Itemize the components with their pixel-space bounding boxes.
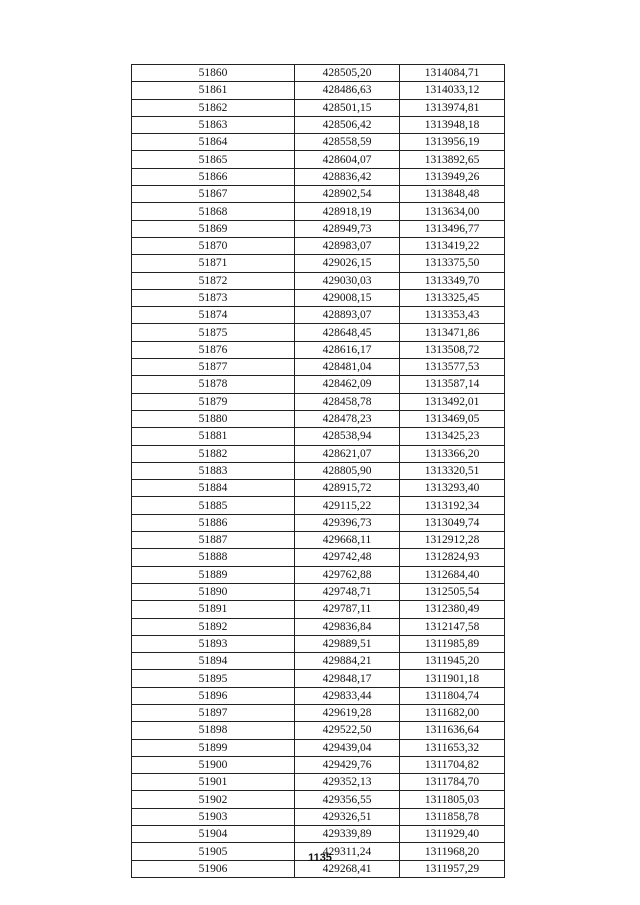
y-coordinate-cell: 1311804,74 <box>400 687 505 704</box>
point-number-cell: 51902 <box>132 791 295 808</box>
table-row <box>132 307 505 324</box>
y-coordinate-cell: 1311805,03 <box>400 791 505 808</box>
point-number-cell: 51888 <box>132 549 295 566</box>
y-coordinate-cell: 1311682,00 <box>400 704 505 721</box>
y-coordinate-cell: 1313469,05 <box>400 410 505 427</box>
y-coordinate-cell: 1313320,51 <box>400 462 505 479</box>
y-coordinate-cell: 1312824,93 <box>400 549 505 566</box>
point-number-cell: 51881 <box>132 428 295 445</box>
y-coordinate-cell: 1311653,32 <box>400 739 505 756</box>
x-coordinate-cell: 429748,71 <box>295 583 400 600</box>
y-coordinate-cell: 1311957,29 <box>400 860 505 877</box>
y-coordinate-cell: 1313587,14 <box>400 376 505 393</box>
point-number-cell: 51893 <box>132 635 295 652</box>
x-coordinate-cell: 428501,15 <box>295 99 400 116</box>
point-number-cell: 51861 <box>132 82 295 99</box>
point-number-cell: 51906 <box>132 860 295 877</box>
y-coordinate-cell: 1311968,20 <box>400 843 505 860</box>
x-coordinate-cell: 428616,17 <box>295 341 400 358</box>
table-row <box>132 791 505 808</box>
point-number-cell: 51875 <box>132 324 295 341</box>
point-number-cell: 51903 <box>132 808 295 825</box>
table-row <box>132 82 505 99</box>
x-coordinate-cell: 429429,76 <box>295 756 400 773</box>
y-coordinate-cell: 1311784,70 <box>400 774 505 791</box>
point-number-cell: 51882 <box>132 445 295 462</box>
point-number-cell: 51894 <box>132 653 295 670</box>
table-row <box>132 497 505 514</box>
y-coordinate-cell: 1313496,77 <box>400 220 505 237</box>
x-coordinate-cell: 428949,73 <box>295 220 400 237</box>
table-row <box>132 514 505 531</box>
point-number-cell: 51904 <box>132 826 295 843</box>
x-coordinate-cell: 428918,19 <box>295 203 400 220</box>
table-row <box>132 462 505 479</box>
x-coordinate-cell: 428902,54 <box>295 186 400 203</box>
table-row <box>132 670 505 687</box>
y-coordinate-cell: 1313425,23 <box>400 428 505 445</box>
page-number: 1135 <box>308 852 332 864</box>
point-number-cell: 51864 <box>132 134 295 151</box>
point-number-cell: 51862 <box>132 99 295 116</box>
x-coordinate-cell: 429848,17 <box>295 670 400 687</box>
table-row <box>132 272 505 289</box>
y-coordinate-cell: 1311945,20 <box>400 653 505 670</box>
table-row <box>132 376 505 393</box>
point-number-cell: 51872 <box>132 272 295 289</box>
table-row <box>132 237 505 254</box>
table-row <box>132 618 505 635</box>
table-row <box>132 324 505 341</box>
x-coordinate-cell: 428458,78 <box>295 393 400 410</box>
x-coordinate-cell: 428558,59 <box>295 134 400 151</box>
table-row <box>132 756 505 773</box>
point-number-cell: 51884 <box>132 480 295 497</box>
table-row <box>132 99 505 116</box>
table-row <box>132 687 505 704</box>
x-coordinate-cell: 429836,84 <box>295 618 400 635</box>
point-number-cell: 51865 <box>132 151 295 168</box>
point-number-cell: 51874 <box>132 307 295 324</box>
y-coordinate-cell: 1313948,18 <box>400 116 505 133</box>
y-coordinate-cell: 1313577,53 <box>400 359 505 376</box>
y-coordinate-cell: 1313892,65 <box>400 151 505 168</box>
table-row <box>132 808 505 825</box>
y-coordinate-cell: 1313293,40 <box>400 480 505 497</box>
coordinates-table-body <box>132 65 505 878</box>
x-coordinate-cell: 429619,28 <box>295 704 400 721</box>
coordinates-table <box>131 64 505 878</box>
y-coordinate-cell: 1312505,54 <box>400 583 505 600</box>
x-coordinate-cell: 428462,09 <box>295 376 400 393</box>
x-coordinate-cell: 428538,94 <box>295 428 400 445</box>
point-number-cell: 51897 <box>132 704 295 721</box>
point-number-cell: 51889 <box>132 566 295 583</box>
point-number-cell: 51892 <box>132 618 295 635</box>
table-row <box>132 566 505 583</box>
x-coordinate-cell: 428893,07 <box>295 307 400 324</box>
x-coordinate-cell: 429352,13 <box>295 774 400 791</box>
point-number-cell: 51900 <box>132 756 295 773</box>
y-coordinate-cell: 1311985,89 <box>400 635 505 652</box>
y-coordinate-cell: 1313508,72 <box>400 341 505 358</box>
table-row <box>132 289 505 306</box>
x-coordinate-cell: 428915,72 <box>295 480 400 497</box>
table-row <box>132 445 505 462</box>
y-coordinate-cell: 1312684,40 <box>400 566 505 583</box>
table-row <box>132 65 505 82</box>
table-row <box>132 255 505 272</box>
y-coordinate-cell: 1313419,22 <box>400 237 505 254</box>
x-coordinate-cell: 429396,73 <box>295 514 400 531</box>
y-coordinate-cell: 1311636,64 <box>400 722 505 739</box>
x-coordinate-cell: 429884,21 <box>295 653 400 670</box>
table-row <box>132 341 505 358</box>
point-number-cell: 51896 <box>132 687 295 704</box>
point-number-cell: 51905 <box>132 843 295 860</box>
point-number-cell: 51891 <box>132 601 295 618</box>
x-coordinate-cell: 428481,04 <box>295 359 400 376</box>
x-coordinate-cell: 429742,48 <box>295 549 400 566</box>
y-coordinate-cell: 1311858,78 <box>400 808 505 825</box>
point-number-cell: 51886 <box>132 514 295 531</box>
point-number-cell: 51867 <box>132 186 295 203</box>
y-coordinate-cell: 1313049,74 <box>400 514 505 531</box>
y-coordinate-cell: 1313974,81 <box>400 99 505 116</box>
y-coordinate-cell: 1314033,12 <box>400 82 505 99</box>
y-coordinate-cell: 1313471,86 <box>400 324 505 341</box>
y-coordinate-cell: 1311704,82 <box>400 756 505 773</box>
x-coordinate-cell: 429439,04 <box>295 739 400 756</box>
point-number-cell: 51898 <box>132 722 295 739</box>
point-number-cell: 51868 <box>132 203 295 220</box>
table-row <box>132 739 505 756</box>
table-row <box>132 359 505 376</box>
point-number-cell: 51871 <box>132 255 295 272</box>
y-coordinate-cell: 1314084,71 <box>400 65 505 82</box>
y-coordinate-cell: 1313375,50 <box>400 255 505 272</box>
x-coordinate-cell: 429787,11 <box>295 601 400 618</box>
x-coordinate-cell: 428505,20 <box>295 65 400 82</box>
x-coordinate-cell: 429356,55 <box>295 791 400 808</box>
x-coordinate-cell: 429326,51 <box>295 808 400 825</box>
x-coordinate-cell: 428983,07 <box>295 237 400 254</box>
table-row <box>132 583 505 600</box>
table-row <box>132 774 505 791</box>
table-row <box>132 116 505 133</box>
table-row <box>132 393 505 410</box>
y-coordinate-cell: 1313492,01 <box>400 393 505 410</box>
x-coordinate-cell: 429833,44 <box>295 687 400 704</box>
x-coordinate-cell: 428621,07 <box>295 445 400 462</box>
table-row <box>132 186 505 203</box>
y-coordinate-cell: 1313353,43 <box>400 307 505 324</box>
x-coordinate-cell: 429668,11 <box>295 532 400 549</box>
point-number-cell: 51860 <box>132 65 295 82</box>
point-number-cell: 51863 <box>132 116 295 133</box>
table-row <box>132 601 505 618</box>
x-coordinate-cell: 428805,90 <box>295 462 400 479</box>
table-row <box>132 653 505 670</box>
table-row <box>132 134 505 151</box>
point-number-cell: 51878 <box>132 376 295 393</box>
point-number-cell: 51887 <box>132 532 295 549</box>
x-coordinate-cell: 429522,50 <box>295 722 400 739</box>
x-coordinate-cell: 429889,51 <box>295 635 400 652</box>
x-coordinate-cell: 429030,03 <box>295 272 400 289</box>
point-number-cell: 51876 <box>132 341 295 358</box>
table-row <box>132 549 505 566</box>
point-number-cell: 51869 <box>132 220 295 237</box>
table-row <box>132 410 505 427</box>
y-coordinate-cell: 1311901,18 <box>400 670 505 687</box>
x-coordinate-cell: 428648,45 <box>295 324 400 341</box>
x-coordinate-cell: 428604,07 <box>295 151 400 168</box>
table-row <box>132 704 505 721</box>
x-coordinate-cell: 428478,23 <box>295 410 400 427</box>
table-row <box>132 428 505 445</box>
y-coordinate-cell: 1311929,40 <box>400 826 505 843</box>
y-coordinate-cell: 1313634,00 <box>400 203 505 220</box>
point-number-cell: 51883 <box>132 462 295 479</box>
table-row <box>132 220 505 237</box>
x-coordinate-cell: 428506,42 <box>295 116 400 133</box>
point-number-cell: 51880 <box>132 410 295 427</box>
x-coordinate-cell: 428486,63 <box>295 82 400 99</box>
y-coordinate-cell: 1313949,26 <box>400 168 505 185</box>
x-coordinate-cell: 429008,15 <box>295 289 400 306</box>
point-number-cell: 51873 <box>132 289 295 306</box>
x-coordinate-cell: 429026,15 <box>295 255 400 272</box>
y-coordinate-cell: 1312380,49 <box>400 601 505 618</box>
point-number-cell: 51877 <box>132 359 295 376</box>
x-coordinate-cell: 429339,89 <box>295 826 400 843</box>
y-coordinate-cell: 1313325,45 <box>400 289 505 306</box>
point-number-cell: 51901 <box>132 774 295 791</box>
y-coordinate-cell: 1313956,19 <box>400 134 505 151</box>
y-coordinate-cell: 1313366,20 <box>400 445 505 462</box>
table-row <box>132 532 505 549</box>
table-row <box>132 480 505 497</box>
y-coordinate-cell: 1313192,34 <box>400 497 505 514</box>
point-number-cell: 51870 <box>132 237 295 254</box>
table-row <box>132 151 505 168</box>
table-row <box>132 635 505 652</box>
y-coordinate-cell: 1313848,48 <box>400 186 505 203</box>
point-number-cell: 51895 <box>132 670 295 687</box>
y-coordinate-cell: 1313349,70 <box>400 272 505 289</box>
table-row <box>132 722 505 739</box>
table-row <box>132 203 505 220</box>
x-coordinate-cell: 429311,24 <box>295 843 400 860</box>
table-row <box>132 826 505 843</box>
x-coordinate-cell: 429115,22 <box>295 497 400 514</box>
table-row <box>132 168 505 185</box>
point-number-cell: 51890 <box>132 583 295 600</box>
x-coordinate-cell: 428836,42 <box>295 168 400 185</box>
y-coordinate-cell: 1312912,28 <box>400 532 505 549</box>
point-number-cell: 51879 <box>132 393 295 410</box>
point-number-cell: 51885 <box>132 497 295 514</box>
x-coordinate-cell: 429762,88 <box>295 566 400 583</box>
point-number-cell: 51899 <box>132 739 295 756</box>
point-number-cell: 51866 <box>132 168 295 185</box>
x-coordinate-cell: 429268,41 <box>295 860 400 877</box>
y-coordinate-cell: 1312147,58 <box>400 618 505 635</box>
